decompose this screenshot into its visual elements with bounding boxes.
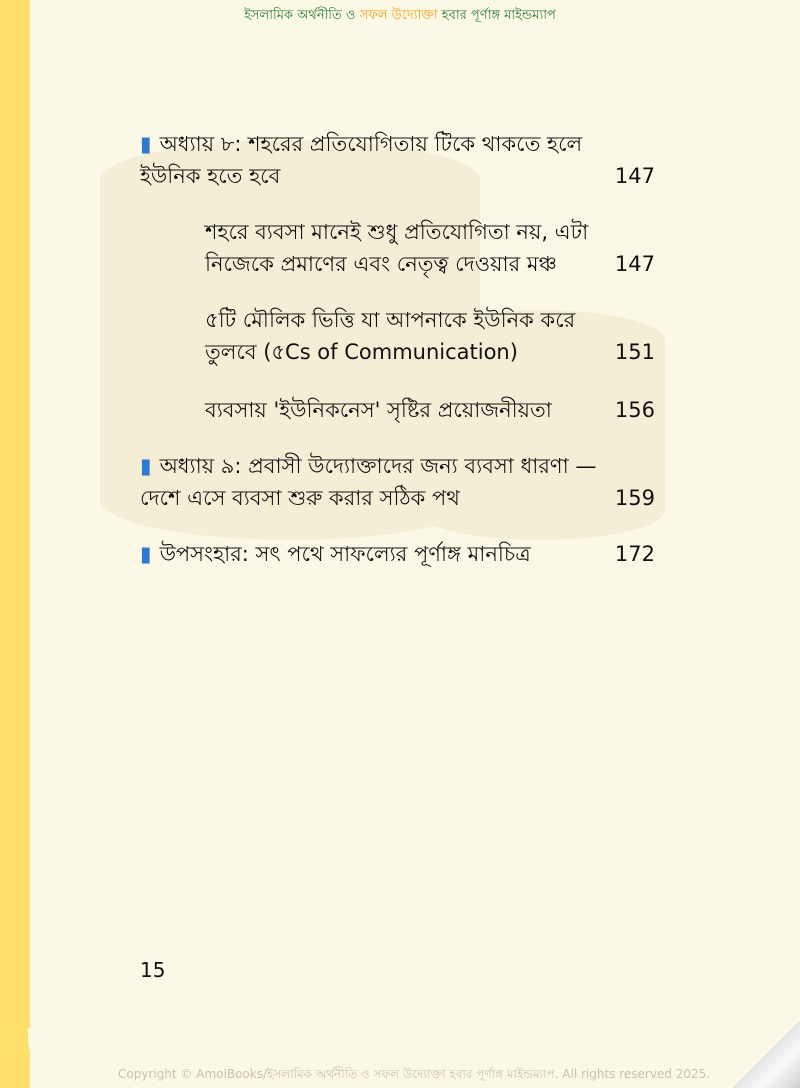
toc-section[interactable] bbox=[205, 394, 655, 426]
header-accent: সফল উদ্যোক্তা bbox=[359, 8, 438, 23]
book-icon: ▮ bbox=[140, 454, 152, 478]
copyright-footer: Copyright © AmolBooks/ইসলামিক অর্থনীতি ও সফল উদ্যোক্তা হবার পূর্ণাঙ্গ মাইন্ডম্যাপ. All rights reserved 2025. bbox=[118, 1067, 711, 1081]
page-number: 15 bbox=[140, 958, 166, 982]
entry-title: অধ্যায় ৮: শহরের প্রতিযোগিতায় টিকে থাকতে হলে bbox=[159, 132, 583, 156]
entry-title: উপসংহার: সৎ পথে সাফল্যের পূর্ণাঙ্গ মানচিত্র bbox=[159, 542, 531, 566]
header-text-end: হবার পূর্ণাঙ্গ মাইন্ডম্যাপ bbox=[437, 8, 556, 23]
entry-title-cont: ইউনিক হতে হবে bbox=[140, 164, 281, 188]
page-curl[interactable] bbox=[730, 1020, 800, 1088]
entry-title: অধ্যায় ৯: প্রবাসী উদ্যোক্তাদের জন্য ব্যবসা ধারণা — bbox=[159, 454, 597, 478]
page-ref: 147 bbox=[614, 252, 655, 276]
header-text: ইসলামিক অর্থনীতি ও bbox=[244, 8, 360, 23]
side-strip bbox=[0, 0, 30, 1088]
entry-title-cont: দেশে এসে ব্যবসা শুরু করার সঠিক পথ bbox=[140, 486, 460, 510]
toc-chapter-8[interactable] bbox=[140, 128, 655, 192]
entry-title-cont: তুলবে (৫Cs of Communication) bbox=[205, 340, 518, 364]
running-header bbox=[0, 6, 800, 27]
toc-section[interactable] bbox=[205, 216, 655, 280]
page-ref: 172 bbox=[614, 542, 655, 566]
entry-title: ৫টি মৌলিক ভিত্তি যা আপনাকে ইউনিক করে bbox=[205, 308, 576, 332]
toc-conclusion[interactable] bbox=[140, 538, 655, 570]
page-ref: 151 bbox=[614, 340, 655, 364]
book-icon: ▮ bbox=[140, 542, 152, 566]
entry-title: ব্যবসায় 'ইউনিকনেস' সৃষ্টির প্রয়োজনীয়তা bbox=[205, 398, 552, 422]
page-ref: 156 bbox=[614, 398, 655, 422]
entry-title: শহরে ব্যবসা মানেই শুধু প্রতিযোগিতা নয়, এটা bbox=[205, 220, 589, 244]
toc-chapter-9[interactable] bbox=[140, 450, 655, 514]
book-icon: ▮ bbox=[140, 132, 152, 156]
toc-section[interactable] bbox=[205, 304, 655, 368]
page-ref: 147 bbox=[614, 164, 655, 188]
entry-title-cont: নিজেকে প্রমাণের এবং নেতৃত্ব দেওয়ার মঞ্চ bbox=[205, 252, 557, 276]
page-ref: 159 bbox=[614, 486, 655, 510]
